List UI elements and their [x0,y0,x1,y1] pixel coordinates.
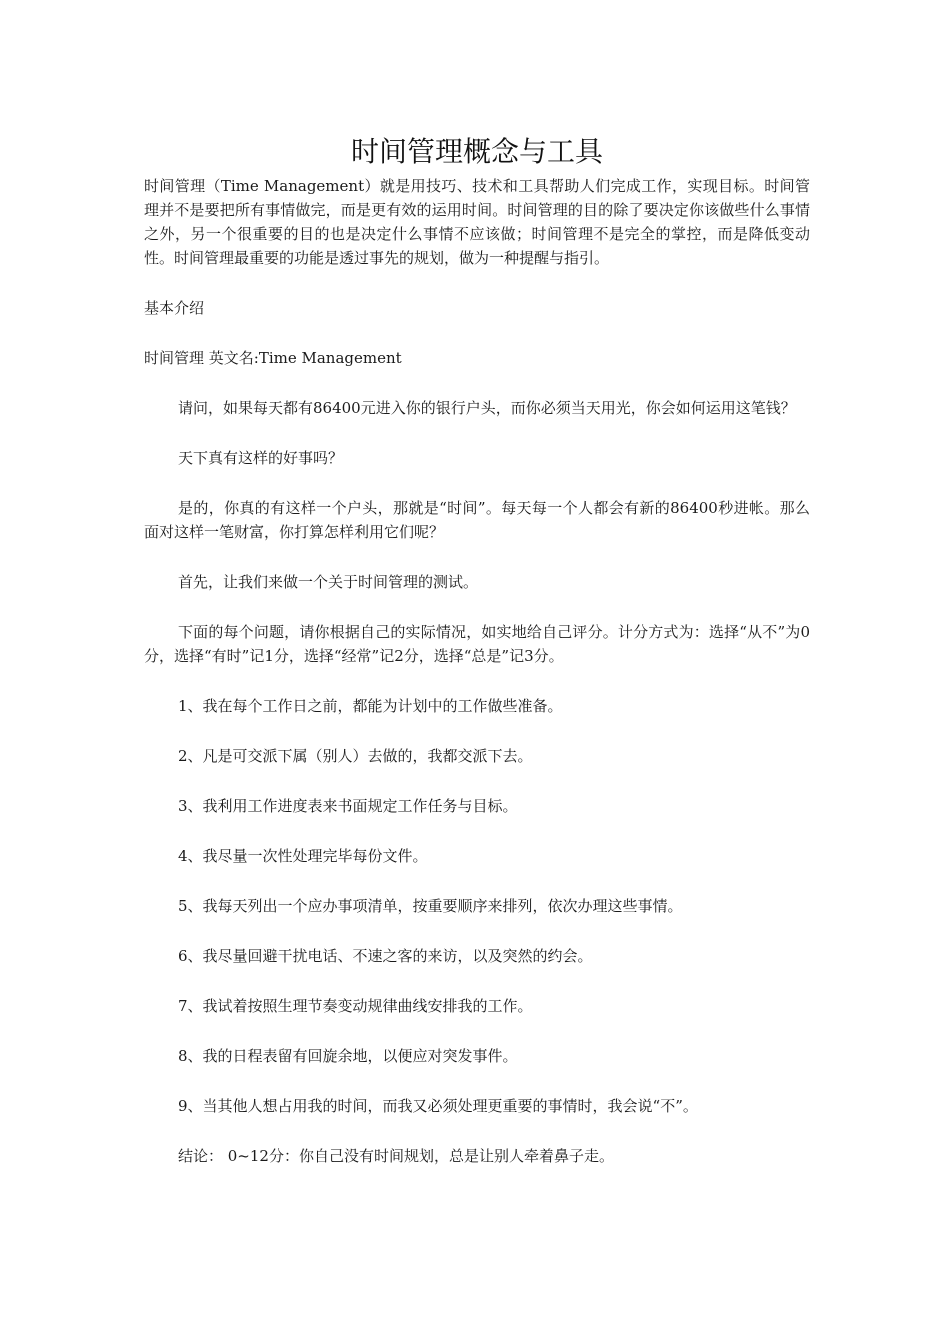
scoring-instructions: 下面的每个问题，请你根据自己的实际情况，如实地给自己评分。计分方式为：选择“从不”为0分，选择“有时”记1分，选择“经常”记2分，选择“总是”记3分。 [144,623,810,665]
intro-paragraph: 时间管理（Time Management）就是用技巧、技术和工具帮助人们完成工作，实现目标。时间管理并不是要把所有事情做完，而是更有效的运用时间。时间管理的目的除了要决定你该做些什么事情之外，另一个很重要的目的也是决定什么事情不应该做；时间管理不是完全的掌控，而是降低变动性。时间管理最重要的功能是透过事先的规划，做为一种提醒与指引。 [144,177,810,267]
paragraph: 请问，如果每天都有86400元进入你的银行户头，而你必须当天用光，你会如何运用这笔钱？ [178,399,796,417]
question-item: 1、我在每个工作日之前，都能为计划中的工作做些准备。 [178,697,563,715]
question-item: 4、我尽量一次性处理完毕每份文件。 [178,847,428,865]
question-item: 6、我尽量回避干扰电话、不速之客的来访，以及突然的约会。 [178,947,593,965]
question-item: 7、我试着按照生理节奏变动规律曲线安排我的工作。 [178,997,533,1015]
paragraph: 首先，让我们来做一个关于时间管理的测试。 [178,573,479,591]
english-name-line: 时间管理 英文名:Time Management [144,349,402,367]
paragraph: 天下真有这样的好事吗？ [178,449,344,467]
document-body [144,130,810,1194]
question-item: 2、凡是可交派下属（别人）去做的，我都交派下去。 [178,747,533,765]
question-item: 9、当其他人想占用我的时间，而我又必须处理更重要的事情时，我会说“不”。 [178,1097,698,1115]
paragraph: 是的，你真的有这样一个户头，那就是“时间”。每天每一个人都会有新的86400秒进帐。那么面对这样一笔财富，你打算怎样利用它们呢？ [144,499,810,541]
page-title: 时间管理概念与工具 [350,135,603,168]
section-heading: 基本介绍 [144,299,205,317]
question-item: 8、我的日程表留有回旋余地，以便应对突发事件。 [178,1047,518,1065]
question-item: 5、我每天列出一个应办事项清单，按重要顺序来排列，依次办理这些事情。 [178,897,683,915]
conclusion: 结论： 0~12分：你自己没有时间规划，总是让别人牵着鼻子走。 [178,1147,614,1165]
question-item: 3、我利用工作进度表来书面规定工作任务与目标。 [178,797,518,815]
